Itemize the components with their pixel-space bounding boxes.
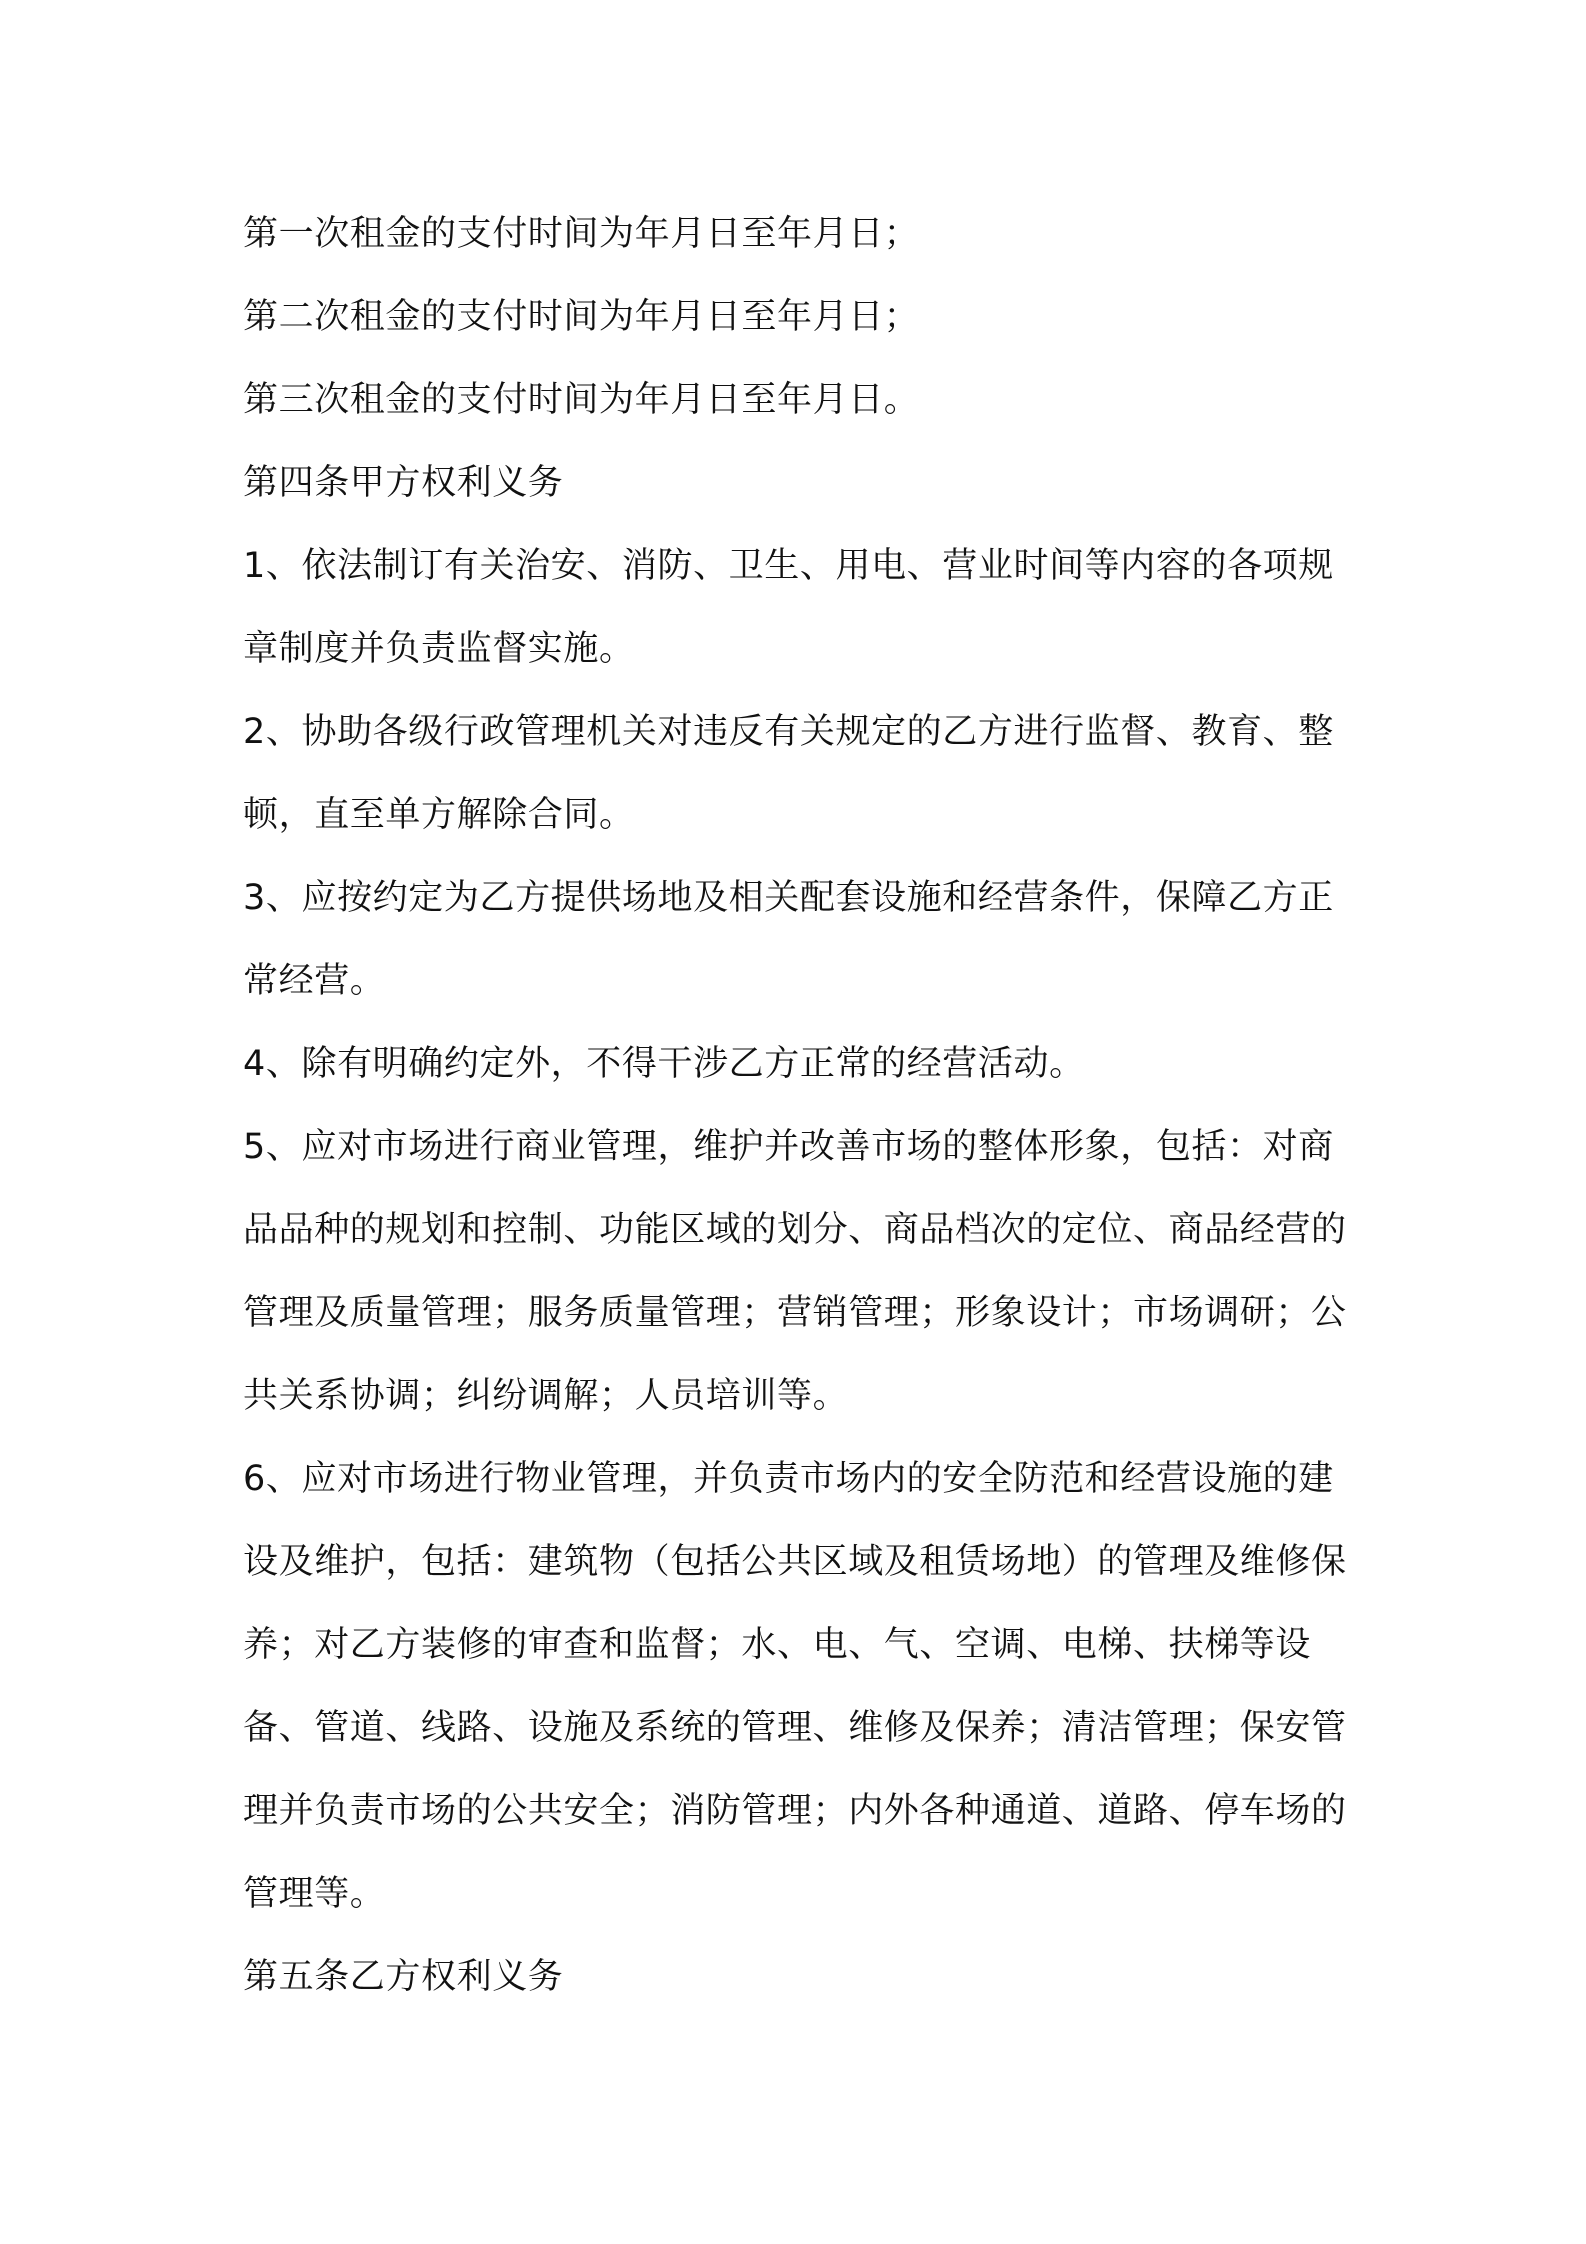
document-page [243,193,1363,2019]
article-four-item-4: 4、除有明确约定外，不得干涉乙方正常的经营活动。 [243,1044,1085,1084]
article-four-item-6: 6、应对市场进行物业管理，并负责市场内的安全防范和经营设施的建设及维护，包括：建筑物（包括公共区域及租赁场地）的管理及维修保养；对乙方装修的审查和监督；水、电、气、空调、电梯、扶梯等设备、管道、线路、设施及系统的管理、维修及保养；清洁管理；保安管理并负责市场的公共安全；消防管理；内外各种通道、道路、停车场的管理等。 [243,1459,1347,1914]
payment-time-second: 第二次租金的支付时间为年月日至年月日； [243,297,920,337]
article-five-heading: 第五条乙方权利义务 [243,1957,564,1997]
payment-time-first: 第一次租金的支付时间为年月日至年月日； [243,214,920,254]
article-four-item-2: 2、协助各级行政管理机关对违反有关规定的乙方进行监督、教育、整顿，直至单方解除合同。 [243,712,1334,835]
article-four-item-1: 1、依法制订有关治安、消防、卫生、用电、营业时间等内容的各项规章制度并负责监督实施。 [243,546,1334,669]
payment-time-third: 第三次租金的支付时间为年月日至年月日。 [243,380,920,420]
article-four-item-5: 5、应对市场进行商业管理，维护并改善市场的整体形象，包括：对商品品种的规划和控制、功能区域的划分、商品档次的定位、商品经营的管理及质量管理；服务质量管理；营销管理；形象设计；市场调研；公共关系协调；纠纷调解；人员培训等。 [243,1127,1347,1416]
article-four-item-3: 3、应按约定为乙方提供场地及相关配套设施和经营条件，保障乙方正常经营。 [243,878,1334,1001]
article-four-heading: 第四条甲方权利义务 [243,463,564,503]
